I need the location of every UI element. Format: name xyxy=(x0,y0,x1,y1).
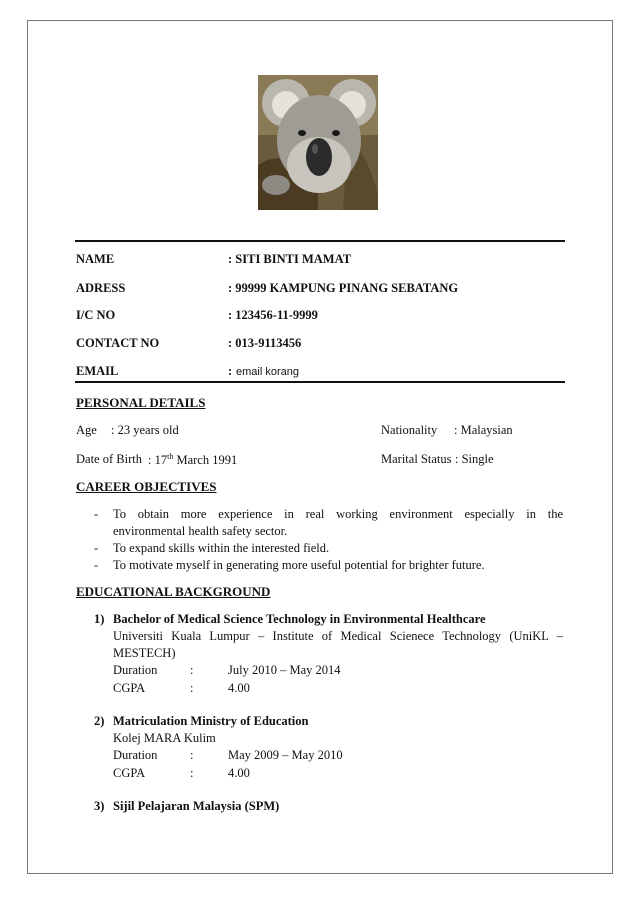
marital-value: : Single xyxy=(455,452,494,466)
personal-details-heading: PERSONAL DETAILS xyxy=(76,395,206,410)
top-rule xyxy=(75,240,565,242)
career-item-3: To motivate myself in generating more useful potential for brighter future. xyxy=(113,558,485,572)
edu-1-duration-colon: : xyxy=(190,663,194,677)
edu-2-cgpa-value: 4.00 xyxy=(228,766,250,780)
edu-2-institution: Kolej MARA Kulim xyxy=(113,731,216,745)
email-colon: : xyxy=(228,364,233,378)
address-value: : 99999 KAMPUNG PINANG SEBATANG xyxy=(228,281,459,295)
email-value: email korang xyxy=(236,366,299,378)
edu-3-title: Sijil Pelajaran Malaysia (SPM) xyxy=(113,799,280,813)
edu-1-cgpa-colon: : xyxy=(190,681,194,695)
ic-value: : 123456-11-9999 xyxy=(228,308,318,322)
dob-label: Date of Birth xyxy=(76,452,142,466)
age-value: : 23 years old xyxy=(111,423,179,437)
edu-3-number: 3) xyxy=(94,799,105,813)
dob-value: : 17th March 1991 xyxy=(148,452,238,468)
career-item-1-line-2: environmental health safety sector. xyxy=(113,524,288,538)
bullet-2: - xyxy=(94,541,99,555)
nationality-value: : Malaysian xyxy=(454,423,513,437)
age-label: Age xyxy=(76,423,97,437)
edu-1-institution-line-1: Universiti Kuala Lumpur – Institute of Medical Scienece Technology (UniKL – xyxy=(113,629,563,643)
bullet-3: - xyxy=(94,558,99,572)
name-value: : SITI BINTI MAMAT xyxy=(228,252,352,266)
marital-label: Marital Status xyxy=(381,452,452,466)
edu-2-title: Matriculation Ministry of Education xyxy=(113,714,309,728)
edu-2-cgpa-colon: : xyxy=(190,766,194,780)
edu-1-number: 1) xyxy=(94,612,105,626)
contact-value: : 013-9113456 xyxy=(228,336,302,350)
edu-1-duration-label: Duration xyxy=(113,663,158,677)
bullet-1: - xyxy=(94,507,99,521)
edu-2-duration-label: Duration xyxy=(113,748,158,762)
koala-image xyxy=(258,75,378,210)
name-label: NAME xyxy=(76,252,115,266)
ic-label: I/C NO xyxy=(76,308,116,322)
career-item-2: To expand skills within the interested field. xyxy=(113,541,330,555)
career-objectives-heading: CAREER OBJECTIVES xyxy=(76,479,217,494)
profile-photo xyxy=(258,75,378,210)
edu-2-cgpa-label: CGPA xyxy=(113,766,146,780)
edu-1-title: Bachelor of Medical Science Technology in Environmental Healthcare xyxy=(113,612,486,626)
bottom-rule xyxy=(75,381,565,383)
edu-2-number: 2) xyxy=(94,714,105,728)
contact-label: CONTACT NO xyxy=(76,336,160,350)
educational-background-heading: EDUCATIONAL BACKGROUND xyxy=(76,584,271,599)
address-label: ADRESS xyxy=(76,281,126,295)
nationality-label: Nationality xyxy=(381,423,438,437)
edu-1-institution-line-2: MESTECH) xyxy=(113,646,176,660)
edu-2-duration-value: May 2009 – May 2010 xyxy=(228,748,343,762)
edu-1-duration-value: July 2010 – May 2014 xyxy=(228,663,341,677)
career-item-1-line-1: To obtain more experience in real working environment especially in the xyxy=(113,507,563,521)
email-label: EMAIL xyxy=(76,364,119,378)
edu-2-duration-colon: : xyxy=(190,748,194,762)
edu-1-cgpa-value: 4.00 xyxy=(228,681,250,695)
edu-1-cgpa-label: CGPA xyxy=(113,681,146,695)
